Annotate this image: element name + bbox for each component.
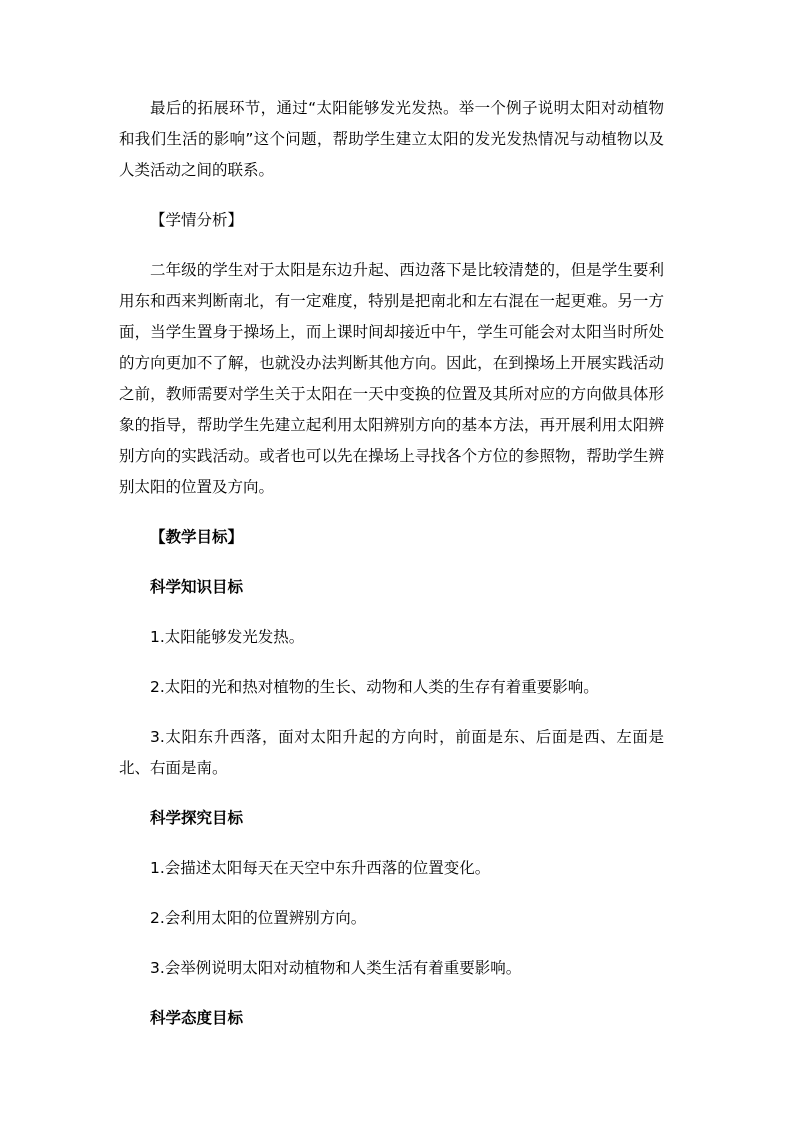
knowledge-item: 3.太阳东升西落，面对太阳升起的方向时，前面是东、后面是西、左面是北、右面是南。 [119, 728, 664, 777]
inquiry-item: 1.会描述太阳每天在天空中东升西落的位置变化。 [150, 859, 491, 877]
section-heading-analysis: 【学情分析】 [150, 211, 244, 229]
section-heading-goals: 【教学目标】 [150, 528, 244, 546]
subheading-inquiry: 科学探究目标 [150, 809, 244, 827]
inquiry-item: 3.会举例说明太阳对动植物和人类生活有着重要影响。 [150, 959, 522, 977]
subheading-knowledge: 科学知识目标 [150, 578, 244, 596]
inquiry-item: 2.会利用太阳的位置辨别方向。 [150, 909, 367, 927]
analysis-paragraph: 二年级的学生对于太阳是东边升起、西边落下是比较清楚的，但是学生要利用东和西来判断南北，有一定难度，特别是把南北和左右混在一起更难。另一方面，当学生置身于操场上，而上课时间却接近中午，学生可能会对太阳当时所处的方向更加不了解，也就没办法判断其他方向。因此，在到操场上开展实践活动之前，教师需要对学生关于太阳在一天中变换的位置及其所对应的方向做具体形象的指导，帮助学生先建立起利用太阳辨别方向的基本方法，再开展利用太阳辨别方向的实践活动。或者也可以先在操场上寻找各个方位的参照物，帮助学生辨别太阳的位置及方向。 [119, 261, 664, 496]
knowledge-item: 2.太阳的光和热对植物的生长、动物和人类的生存有着重要影响。 [150, 678, 599, 696]
subheading-attitude: 科学态度目标 [150, 1009, 244, 1027]
knowledge-item: 1.太阳能够发光发热。 [150, 628, 305, 646]
document-page [119, 93, 664, 1034]
intro-paragraph: 最后的拓展环节，通过“太阳能够发光发热。举一个例子说明太阳对动植物和我们生活的影响”这个问题，帮助学生建立太阳的发光发热情况与动植物以及人类活动之间的联系。 [119, 99, 664, 179]
